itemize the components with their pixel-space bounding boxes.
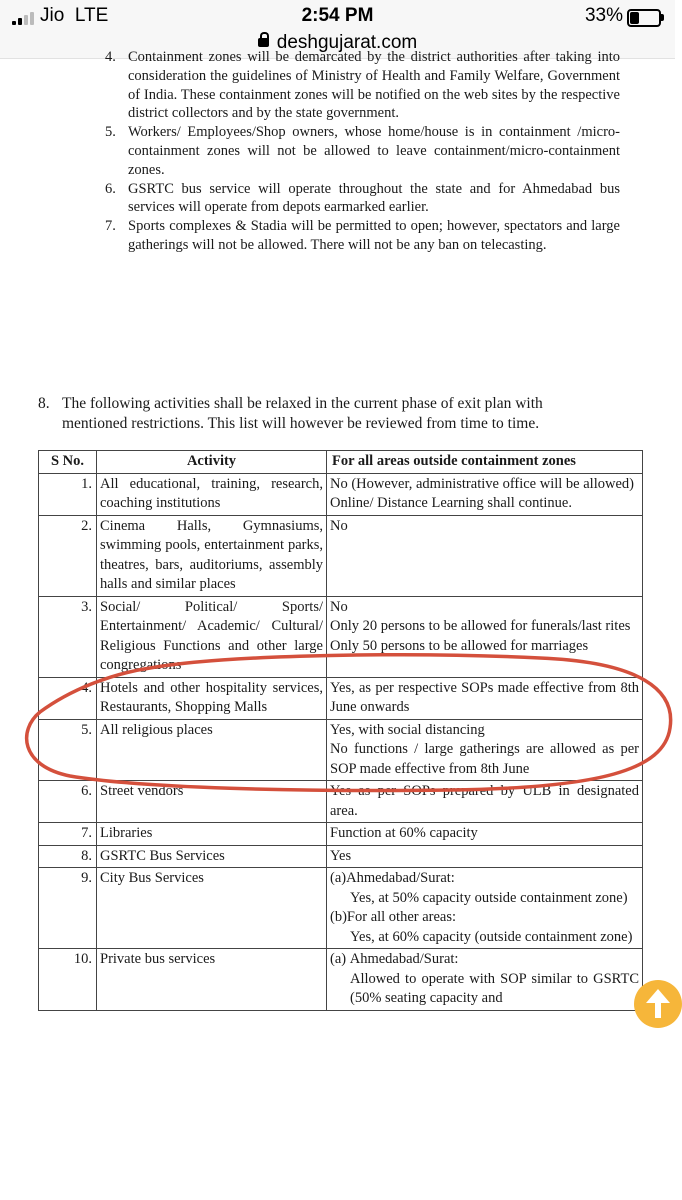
list-item: 6. GSRTC bus service will operate throughout the state and for Ahmedabad bus services will operate from depots earmarked earlier.	[105, 180, 620, 216]
rule-cell: No	[327, 515, 643, 596]
list-item: 5. Workers/ Employees/Shop owners, whose home/house is in containment /micro-containment zones will not be allowed to leave containment/micro-containment zones.	[105, 124, 620, 178]
activity-cell: Social/ Political/ Sports/ Entertainment/ Academic/ Cultural/ Religious Functions and other large congregations	[97, 596, 327, 677]
activity-cell: All educational, training, research, coaching institutions	[97, 473, 327, 515]
table-row	[39, 515, 643, 596]
row-number: 8.	[39, 845, 97, 868]
activity-cell: GSRTC Bus Services	[97, 845, 327, 868]
rule-cell: Yes, as per respective SOPs made effective from 8th June onwards	[327, 677, 643, 719]
clock: 2:54 PM	[301, 5, 374, 26]
table-row	[39, 473, 643, 515]
activity-cell: Cinema Halls, Gymnasiums, swimming pools, entertainment parks, theatres, bars, auditoriums, assembly halls and similar places	[97, 515, 327, 596]
header-sno: S No.	[39, 451, 97, 474]
numbered-list	[105, 49, 620, 255]
row-number: 2.	[39, 515, 97, 596]
table-row	[39, 949, 643, 1011]
rule-cell: No (However, administrative office will be allowed) Online/ Distance Learning shall continue.	[327, 473, 643, 515]
carrier-label: Jio LTE	[40, 5, 109, 26]
rule-cell: Yes	[327, 845, 643, 868]
header-zones: For all areas outside containment zones	[327, 451, 643, 474]
activity-cell: City Bus Services	[97, 868, 327, 949]
activity-cell: All religious places	[97, 719, 327, 781]
row-number: 5.	[39, 719, 97, 781]
row-number: 4.	[39, 677, 97, 719]
table-row	[39, 781, 643, 823]
table-row	[39, 677, 643, 719]
activity-cell: Street vendors	[97, 781, 327, 823]
activity-cell: Libraries	[97, 823, 327, 846]
row-number: 7.	[39, 823, 97, 846]
rule-cell: Yes, with social distancing No functions / large gatherings are allowed as per SOP made effective from 8th June	[327, 719, 643, 781]
row-number: 6.	[39, 781, 97, 823]
activity-cell: Hotels and other hospitality services, Restaurants, Shopping Malls	[97, 677, 327, 719]
table-row-highlighted	[39, 596, 643, 677]
document-view[interactable]	[0, 49, 675, 1200]
table-row	[39, 868, 643, 949]
battery-icon	[627, 9, 661, 27]
scroll-up-icon[interactable]	[634, 980, 682, 1028]
table-header	[39, 451, 643, 474]
paragraph-8: 8. The following activities shall be relaxed in the current phase of exit plan with mentioned restrictions. This list will however be reviewed from time to time.	[38, 395, 543, 432]
list-item: 7. Sports complexes & Stadia will be permitted to open; however, spectators and large gatherings will not be allowed. There will not be any ban on telecasting.	[105, 218, 620, 253]
table-row	[39, 823, 643, 846]
table-row	[39, 719, 643, 781]
row-number: 10.	[39, 949, 97, 1011]
activities-table	[38, 450, 643, 1011]
row-number: 1.	[39, 473, 97, 515]
url-text: deshgujarat.com	[276, 32, 418, 53]
battery-percent: 33%	[584, 5, 623, 26]
rule-cell: Function at 60% capacity	[327, 823, 643, 846]
rule-cell: Yes as per SOPs prepared by ULB in designated area.	[327, 781, 643, 823]
row-number: 9.	[39, 868, 97, 949]
row-number: 3.	[39, 596, 97, 677]
table-row	[39, 845, 643, 868]
lock-icon	[258, 38, 269, 47]
list-item: 4. Containment zones will be demarcated by the district authorities after taking into consideration the guidelines of Ministry of Health and Family Welfare, Government of India. These containment zones will be notified on the web sites by the respective district collectors and by the state government.	[105, 49, 620, 122]
rule-cell: No Only 20 persons to be allowed for funerals/last rites Only 50 persons to be allowed for marriages	[327, 596, 643, 677]
rule-cell: (a)Ahmedabad/Surat: Yes, at 50% capacity outside containment zone) (b)For all other areas: Yes, at 60% capacity (outside containment zone)	[327, 868, 643, 949]
activity-cell: Private bus services	[97, 949, 327, 1011]
rule-cell: (a) Ahmedabad/Surat: Allowed to operate with SOP similar to GSRTC (50% seating capacity and	[327, 949, 643, 1011]
header-activity: Activity	[97, 451, 327, 474]
